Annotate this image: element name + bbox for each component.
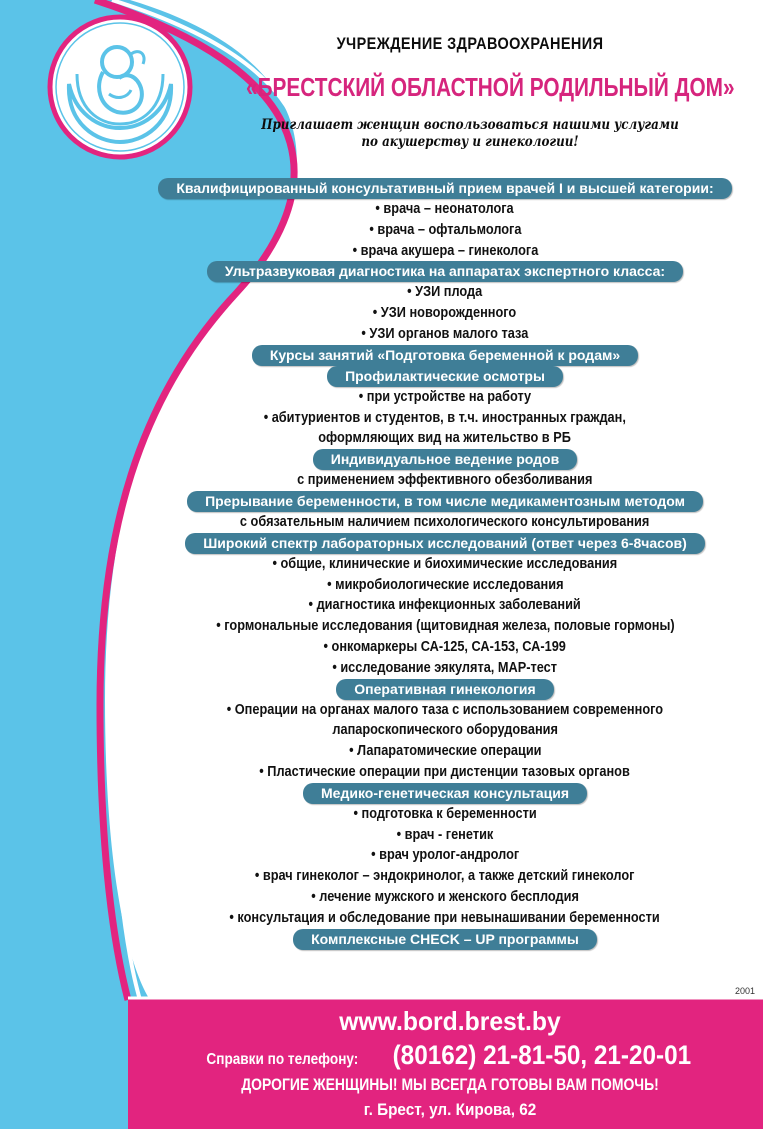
service-item-label: • исследование эякулята, МАР-тест bbox=[332, 659, 558, 676]
service-category-heading bbox=[140, 679, 750, 700]
phone-label: Справки по телефону: bbox=[205, 1051, 358, 1068]
service-item-label: • врача – неонатолога bbox=[375, 201, 515, 217]
service-item bbox=[140, 408, 750, 429]
invitation-line-1: Приглашает женщин воспользоваться нашими услугами bbox=[261, 117, 679, 133]
invitation-line-2: по акушерству и гинекологии! bbox=[361, 134, 579, 150]
service-item bbox=[140, 303, 750, 324]
service-item bbox=[140, 470, 750, 491]
service-item-label: • диагностика инфекционных заболеваний bbox=[308, 597, 582, 614]
service-category-heading bbox=[140, 929, 750, 950]
service-category-label: Квалифицированный консультативный прием врачей I и высшей категории: bbox=[158, 178, 731, 199]
service-item-label: • общие, клинические и биохимические исследования bbox=[272, 555, 618, 572]
print-code: 2001 bbox=[734, 986, 755, 996]
service-item bbox=[140, 282, 750, 303]
service-category-heading bbox=[140, 783, 750, 804]
service-item-label: • УЗИ плода bbox=[407, 284, 483, 301]
service-category-label: Комплексные CHECK – UP программы bbox=[293, 929, 597, 950]
service-item bbox=[140, 908, 750, 929]
service-item bbox=[140, 241, 750, 262]
service-item bbox=[140, 428, 750, 449]
service-item bbox=[140, 825, 750, 846]
service-item-label: • Лапаратомические операции bbox=[348, 743, 542, 760]
service-item-label: оформляющих вид на жительство в РБ bbox=[318, 430, 572, 447]
service-category-heading bbox=[140, 178, 750, 199]
service-item bbox=[140, 741, 750, 762]
service-item-label: • врача – офтальмолога bbox=[368, 221, 522, 238]
website-url[interactable]: www.bord.brest.by bbox=[339, 1006, 561, 1036]
service-item-label: • при устройстве на работу bbox=[358, 388, 532, 405]
service-item-label: • микробиологические исследования bbox=[326, 576, 564, 593]
service-item-label: с обязательным наличием психологического консультирования bbox=[240, 513, 650, 530]
service-category-heading bbox=[140, 366, 750, 387]
service-category-label: Курсы занятий «Подготовка беременной к родам» bbox=[252, 345, 638, 366]
service-item-label: • абитуриентов и студентов, в т.ч. иностранных граждан, bbox=[263, 409, 627, 426]
baby-in-hands-logo-icon bbox=[47, 14, 193, 160]
service-item bbox=[140, 720, 750, 741]
service-category-label: Ультразвуковая диагностика на аппаратах экспертного класса: bbox=[207, 261, 683, 282]
service-item bbox=[140, 762, 750, 783]
service-item-label: • УЗИ новорожденного bbox=[373, 305, 517, 322]
service-item-label: • консультация и обследование при невынашивании беременности bbox=[229, 909, 661, 926]
service-item bbox=[140, 512, 750, 533]
services-list bbox=[140, 178, 750, 950]
service-item bbox=[140, 616, 750, 637]
service-item-label: • врача акушера – гинеколога bbox=[352, 242, 538, 259]
service-item bbox=[140, 387, 750, 408]
service-category-label: Оперативная гинекология bbox=[336, 679, 553, 700]
institution-name: «БРЕСТСКИЙ ОБЛАСТНОЙ РОДИЛЬНЫЙ ДОМ» bbox=[246, 72, 735, 102]
service-item bbox=[140, 199, 750, 220]
service-item-label: • лечение мужского и женского бесплодия bbox=[311, 888, 579, 905]
service-item bbox=[140, 866, 750, 887]
service-item bbox=[140, 658, 750, 679]
service-item-label: с применением эффективного обезболивания bbox=[297, 472, 593, 489]
service-category-heading bbox=[140, 261, 750, 282]
service-category-heading bbox=[140, 449, 750, 470]
service-item bbox=[140, 804, 750, 825]
service-category-label: Прерывание беременности, в том числе медикаментозным методом bbox=[187, 491, 703, 512]
phone-numbers[interactable]: (80162) 21-81-50, 21-20-01 bbox=[392, 1040, 691, 1070]
service-category-heading bbox=[140, 533, 750, 554]
service-item bbox=[140, 575, 750, 596]
service-category-heading bbox=[140, 491, 750, 512]
service-item bbox=[140, 324, 750, 345]
service-category-label: Индивидуальное ведение родов bbox=[313, 449, 577, 470]
service-item-label: • врач - генетик bbox=[396, 826, 494, 843]
service-item-label: • онкомаркеры СА-125, СА-153, СА-199 bbox=[323, 638, 567, 655]
service-item bbox=[140, 700, 750, 721]
service-category-heading bbox=[140, 345, 750, 366]
service-item-label: • УЗИ органов малого таза bbox=[361, 325, 529, 342]
service-item-label: • врач гинеколог – эндокринолог, а также детский гинеколог bbox=[255, 868, 635, 885]
service-item-label: • подготовка к беременности bbox=[353, 805, 537, 822]
address: г. Брест, ул. Кирова, 62 bbox=[363, 1100, 537, 1119]
service-item-label: • Пластические операции при дистенции тазовых органов bbox=[259, 763, 631, 780]
service-category-label: Медико-генетическая консультация bbox=[303, 783, 587, 804]
service-category-label: Профилактические осмотры bbox=[327, 366, 563, 387]
service-item bbox=[140, 220, 750, 241]
service-item bbox=[140, 637, 750, 658]
service-item-label: • врач уролог-андролог bbox=[370, 847, 520, 864]
service-item-label: • Операции на органах малого таза с использованием современного bbox=[226, 701, 664, 718]
phone-line bbox=[150, 1040, 750, 1071]
service-item-label: • гормональные исследования (щитовидная железа, половые гормоны) bbox=[215, 618, 675, 635]
service-item bbox=[140, 887, 750, 908]
service-item bbox=[140, 595, 750, 616]
invitation-text bbox=[232, 117, 708, 151]
service-item bbox=[140, 554, 750, 575]
slogan: ДОРОГИЕ ЖЕНЩИНЫ! МЫ ВСЕГДА ГОТОВЫ ВАМ ПОМОЧЬ! bbox=[241, 1075, 659, 1094]
service-item bbox=[140, 845, 750, 866]
institution-type: УЧРЕЖДЕНИЕ ЗДРАВООХРАНЕНИЯ bbox=[336, 34, 604, 53]
service-category-label: Широкий спектр лабораторных исследований (ответ через 6-8часов) bbox=[185, 533, 705, 554]
service-item-label: лапароскопического оборудования bbox=[332, 722, 558, 739]
